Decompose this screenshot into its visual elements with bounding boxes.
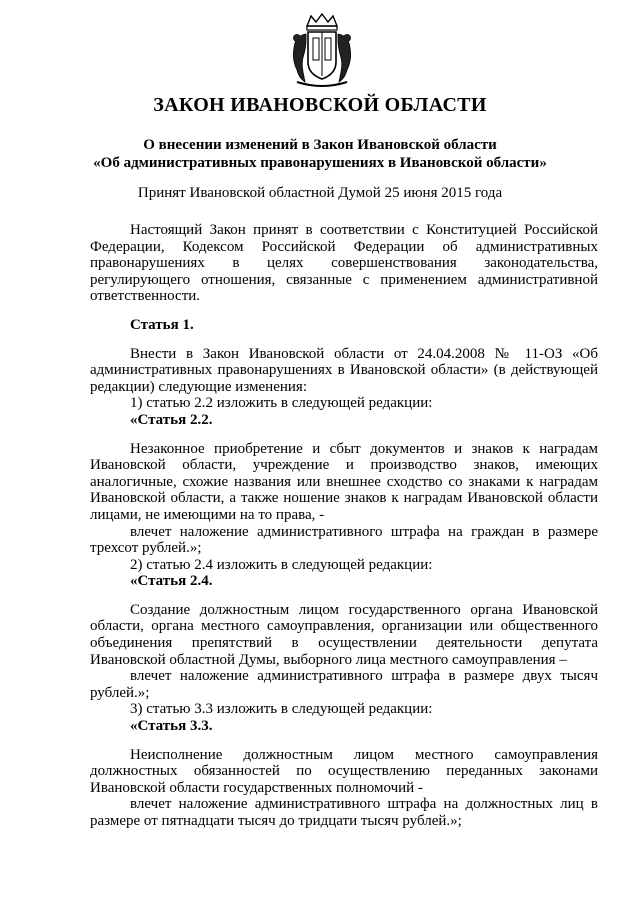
article-2-4-text: Создание должностным лицом государственного органа Ивановской области, органа местного самоуправления, организации или общественного объединения препятствий в осуществлении деятельности депутата Ивановской областной Думы, выборного лица местного самоуправления – [90,601,598,668]
item-1-text: 1) статью 2.2 изложить в следующей редакции: [130,395,433,412]
article-2-4-penalty: влечет наложение административного штрафа в размере двух тысяч рублей.»; [90,668,598,701]
article-1-heading: Статья 1. [130,316,194,333]
adoption-note: Принят Ивановской областной Думой 25 июня 2015 года [137,185,503,201]
article-1-intro: Внести в Закон Ивановской области от 24.04.2008 № 11-ОЗ «Об административных правонарушениях в Ивановской области» (в действующей редакции) следующие изменения: [90,345,598,395]
article-2-2-text: Незаконное приобретение и сбыт документов и знаков к наградам Ивановской области, учреждение и производство знаков, имеющих аналогичные, схожие названия или внешнее сходство со знаками к наградам Ивановской области, а также ношение знаков к наградам Ивановской области лицами, не имеющими на то права, - [90,440,598,523]
article-2-4-heading: «Статья 2.4. [130,573,213,590]
item-2-text: 2) статью 2.4 изложить в следующей редакции: [130,556,433,573]
law-body [90,222,598,830]
subtitle-line-1: О внесении изменений в Закон Ивановской области [143,137,497,153]
article-2-2-penalty: влечет наложение административного штрафа на граждан в размере трехсот рублей.»; [90,523,598,557]
coat-of-arms-emblem [289,12,355,89]
item-3-text: 3) статью 3.3 изложить в следующей редакции: [130,701,433,718]
law-subtitle [60,136,580,172]
article-3-3-heading: «Статья 3.3. [130,718,213,735]
article-2-2-heading: «Статья 2.2. [130,411,213,428]
preamble-paragraph: Настоящий Закон принят в соответствии с Конституцией Российской Федерации, Кодексом Российской Федерации об административных правонарушениях в целях совершенствования законодательства, регулирующего отношения, связанные с применением административной ответственности. [90,222,598,305]
law-title: ЗАКОН ИВАНОВСКОЙ ОБЛАСТИ [153,94,487,116]
subtitle-line-2: «Об административных правонарушениях в Ивановской области» [93,155,547,171]
article-3-3-text: Неисполнение должностным лицом местного самоуправления должностных обязанностей по осуществлению переданных законами Ивановской области государственных полномочий - [90,746,598,796]
article-3-3-penalty: влечет наложение административного штрафа на должностных лиц в размере от пятнадцати тысяч до тридцати тысяч рублей.»; [90,796,598,829]
